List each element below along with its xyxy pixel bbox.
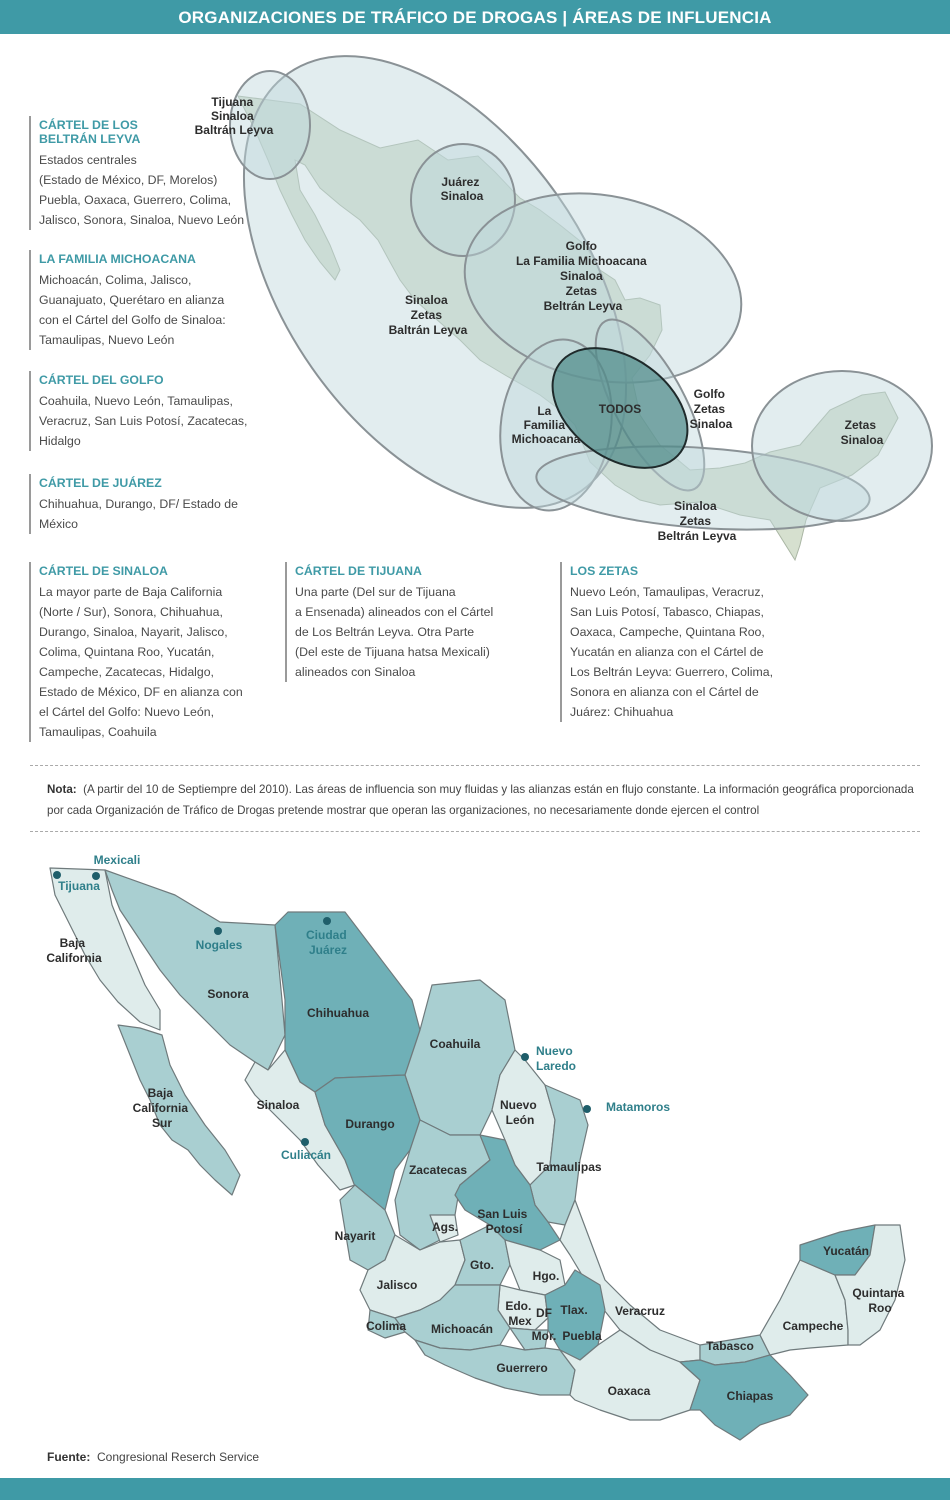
city-dot-ciudad-juarez (323, 917, 331, 925)
state-label-yucatan: Yucatán (822, 1244, 870, 1258)
city-label-tijuana: Tijuana (58, 879, 100, 893)
state-guerrero (415, 1340, 575, 1395)
state-label-baja-california: Baja California (46, 936, 102, 965)
cartel-title: CÁRTEL DE TIJUANA (295, 564, 422, 578)
state-label-tabasco: Tabasco (706, 1339, 754, 1353)
cartel-body: Una parte (Del sur de Tijuana a Ensenada) alineados con el Cártel de Los Beltrán Leyva. Otra Parte (Del este de Tijuana hatsa Mexicali) alineados con Sinaloa (295, 585, 494, 679)
state-label-oaxaca: Oaxaca (607, 1384, 651, 1398)
cartel-title: LA FAMILIA MICHOACANA (39, 252, 196, 266)
city-label-ciudad-juarez: Ciudad Juárez (305, 928, 348, 957)
note-label: Nota: (47, 783, 77, 796)
cartel-body: Estados centrales (Estado de México, DF, Morelos) Puebla, Oaxaca, Guerrero, Colima, Jalisco, Sonora, Sinaloa, Nuevo León (39, 153, 245, 227)
cartel-body: Coahuila, Nuevo León, Tamaulipas, Veracruz, San Luis Potosí, Zacatecas, Hidalgo (39, 394, 248, 448)
footer-bar (0, 1478, 950, 1500)
city-dot-nuevo-laredo (521, 1053, 529, 1061)
state-label-quintana-roo: Quintana Roo (852, 1286, 905, 1315)
city-dot-culiacan (301, 1138, 309, 1146)
cartel-body: Nuevo León, Tamaulipas, Veracruz, San Luis Potosí, Tabasco, Chiapas, Oaxaca, Campeche, Quintana Roo, Yucatán en alianza con el Cártel de Los Beltrán Leyva: Guerrero, Colima, Sonora en alianza con el Cártel de Juárez: Chihuahua (570, 585, 773, 719)
source-label: Fuente: (47, 1450, 91, 1464)
state-label-morelos: Mor. (531, 1329, 557, 1343)
zone-label-tijuana: Tijuana Sinaloa Baltrán Leyva (194, 95, 274, 137)
city-dot-tijuana (53, 871, 61, 879)
city-dot-nogales (214, 927, 222, 935)
zone-label-pacific: Sinaloa Zetas Baltrán Leyva (388, 293, 468, 337)
zone-label-familia: La Familia Michoacana (511, 404, 581, 446)
cartel-title: CÁRTEL DE JUÁREZ (39, 476, 162, 490)
city-label-culiacan: Culiacán (280, 1148, 332, 1162)
city-label-nuevo-laredo: Nuevo Laredo (535, 1044, 577, 1073)
state-label-nuevo-leon: Nuevo León (499, 1098, 537, 1127)
zone-label-todos: TODOS (598, 402, 642, 416)
state-label-slp: San Luis Potosí (477, 1207, 528, 1236)
zone-label-south: Sinaloa Zetas Beltrán Leyva (657, 499, 737, 543)
state-label-df: DF (536, 1306, 552, 1320)
state-hgo (505, 1240, 565, 1295)
zone-label-yucatan: Zetas Sinaloa (840, 418, 884, 447)
state-label-nayarit: Nayarit (334, 1229, 376, 1243)
cartel-title: CÁRTEL DEL GOLFO (39, 373, 164, 387)
state-label-sonora: Sonora (207, 987, 249, 1001)
state-label-puebla: Puebla (562, 1329, 602, 1343)
state-label-ags: Ags. (431, 1220, 459, 1234)
cartel-body: Chihuahua, Durango, DF/ Estado de México (39, 497, 238, 531)
state-label-coahuila: Coahuila (429, 1037, 481, 1051)
state-label-campeche: Campeche (782, 1319, 844, 1333)
state-label-edomex: Edo. Mex (505, 1299, 532, 1328)
city-dot-matamoros (583, 1105, 591, 1113)
cartel-title: CÁRTEL DE LOS BELTRÁN LEYVA (39, 118, 141, 146)
state-label-tamaulipas: Tamaulipas (536, 1160, 602, 1174)
state-label-gto: Gto. (470, 1258, 494, 1272)
source-text: Congresional Reserch Service (97, 1450, 260, 1464)
zone-label-gulf-east: Golfo Zetas Sinaloa (689, 387, 733, 431)
state-label-jalisco: Jalisco (376, 1278, 418, 1292)
city-label-matamoros: Matamoros (605, 1100, 671, 1114)
city-label-mexicali: Mexicali (93, 853, 141, 867)
note-text: (A partir del 10 de Septiempre del 2010). Las áreas de influencia son muy fluidas y las alianzas están en flujo constante. La información geográfica proporcionada por cada Organización de Tráfico de Drogas pretende mostrar que operan las organizaciones, no necesariamente donde ejercen el control (47, 783, 914, 817)
state-label-durango: Durango (345, 1117, 395, 1131)
state-label-chiapas: Chiapas (726, 1389, 774, 1403)
state-label-guerrero: Guerrero (496, 1361, 548, 1375)
cartel-body: La mayor parte de Baja California (Norte / Sur), Sonora, Chihuahua, Durango, Sinaloa, Nayarit, Jalisco, Colima, Quintana Roo, Yucatán, Campeche, Zacatecas, Hidalgo, Estado de México, DF en alianza con el Cártel del Golfo: Nuevo León, Tamaulipas, Coahuila (39, 585, 243, 739)
state-label-colima: Colima (365, 1319, 407, 1333)
state-label-veracruz: Veracruz (614, 1304, 666, 1318)
source (47, 1450, 259, 1464)
cartel-title: LOS ZETAS (570, 564, 639, 578)
state-label-zacatecas: Zacatecas (408, 1163, 468, 1177)
state-label-sinaloa: Sinaloa (256, 1098, 300, 1112)
zone-label-juarez: Juárez Sinaloa (440, 175, 484, 203)
page-title: ORGANIZACIONES DE TRÁFICO DE DROGAS | ÁREAS DE INFLUENCIA (0, 0, 950, 34)
zone-label-gulf-north: Golfo La Familia Michoacana Sinaloa Zetas Beltrán Leyva (515, 239, 647, 313)
state-label-michoacan: Michoacán (430, 1322, 494, 1336)
state-label-chihuahua: Chihuahua (307, 1006, 369, 1020)
state-label-tlax: Tlax. (560, 1303, 588, 1317)
city-label-nogales: Nogales (195, 938, 243, 952)
state-label-hgo: Hgo. (532, 1269, 560, 1283)
cartel-title: CÁRTEL DE SINALOA (39, 564, 168, 578)
cartel-body: Michoacán, Colima, Jalisco, Guanajuato, Querétaro en alianza con el Cártel del Golfo de Sinaloa: Tamaulipas, Nuevo León (39, 273, 226, 347)
state-label-baja-california-sur: Baja California Sur (132, 1086, 188, 1130)
